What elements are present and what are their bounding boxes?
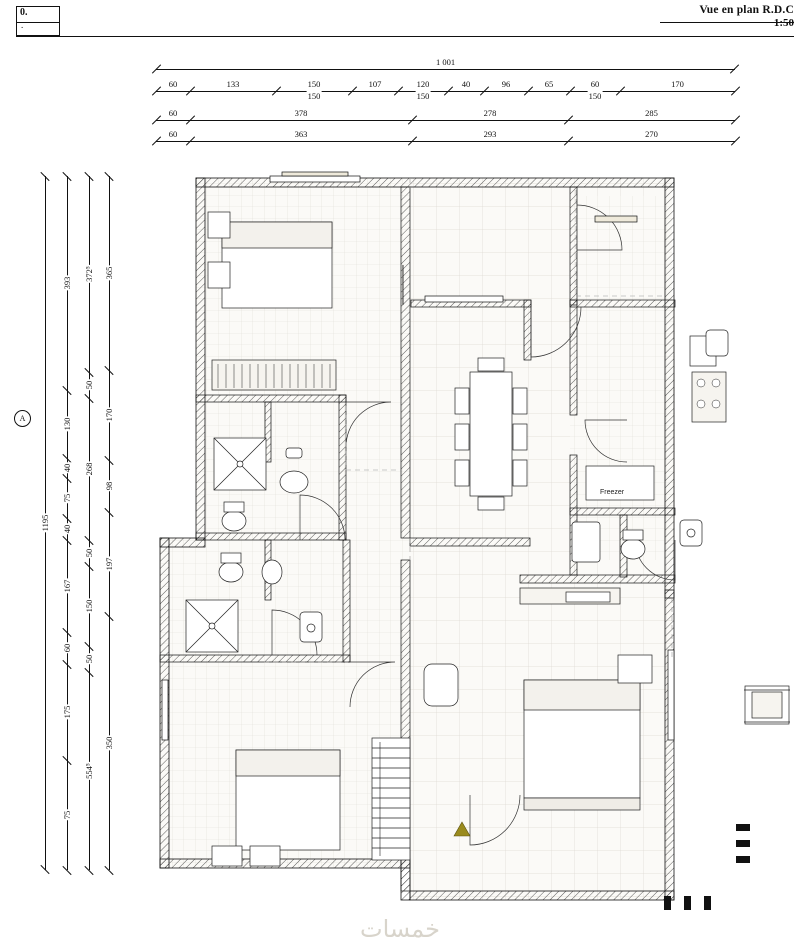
watermark: خمسات xyxy=(359,915,441,943)
dimension-chain-left-middle: 372⁵ 50 268 50 150 50 554⁵ xyxy=(82,176,96,870)
dimension-chain-top-middle: 60 378 278 285 xyxy=(156,113,735,127)
axis-bubble-a: A xyxy=(14,410,31,427)
drawing-title: Vue en plan R.D.C xyxy=(699,4,794,16)
sheet-number: 0. xyxy=(20,7,28,18)
dimension-chain-overall-width: 1 001 xyxy=(156,62,735,76)
dimension-chain-top-detail: 60 133 150 150 107 120 150 40 96 65 60 150 170 xyxy=(156,84,735,98)
sheet-subnumber: . xyxy=(21,20,24,30)
room-label: Freezer xyxy=(600,489,625,496)
dimension-chain-left-inner: 393 130 40 75 40 167 60 175 75 xyxy=(60,176,74,870)
dimension-chain-overall-height: 1195 xyxy=(38,176,52,870)
dimension-chain-left-outer: 365 170 98 197 350 xyxy=(102,176,116,870)
staircase xyxy=(372,738,410,860)
drawing-scale: 1:50 xyxy=(773,17,794,29)
dimension-chain-top-outer: 60 363 293 270 xyxy=(156,134,735,148)
